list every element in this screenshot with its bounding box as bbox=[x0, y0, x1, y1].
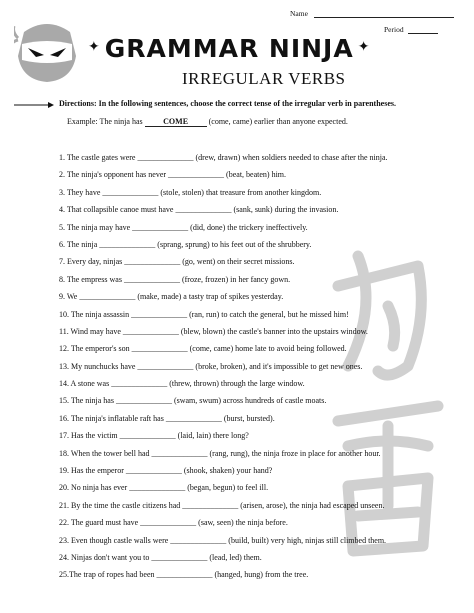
worksheet-subtitle: IRREGULAR VERBS bbox=[182, 69, 346, 88]
question-item[interactable]: 1. The castle gates were ______________ (drew, drawn) when soldiers needed to chase after the ninja. bbox=[59, 153, 388, 162]
question-item[interactable]: 10. The ninja assassin ______________ (ran, run) to catch the general, but he missed him! bbox=[59, 309, 349, 319]
question-item[interactable]: 19. Has the emperor ______________ (shook, shaken) your hand? bbox=[59, 466, 273, 476]
question-item[interactable]: 21. By the time the castle citizens had ______________ (arisen, arose), the ninja had escaped unseen. bbox=[59, 500, 385, 510]
title-text: GRAMMAR NINJA bbox=[104, 34, 354, 63]
question-item[interactable]: 17. Has the victim ______________ (laid, lain) there long? bbox=[59, 431, 249, 441]
name-field[interactable] bbox=[290, 9, 454, 18]
question-item[interactable]: 20. No ninja has ever ______________ (began, begun) to feel ill. bbox=[59, 483, 269, 493]
question-item[interactable]: 13. My nunchucks have ______________ (broke, broken), and it's impossible to get new ones. bbox=[59, 361, 363, 371]
star-left-icon: ✦ bbox=[88, 39, 101, 55]
question-item[interactable]: 6. The ninja ______________ (sprang, sprung) to his feet out of the shrubbery. bbox=[59, 239, 312, 249]
star-right-icon: ✦ bbox=[357, 39, 371, 55]
question-item[interactable]: 5. The ninja may have ______________ (did, done) the trickery ineffectively. bbox=[59, 222, 308, 232]
question-item[interactable]: 15. The ninja has ______________ (swam, swum) across hundreds of castle moats. bbox=[59, 396, 327, 406]
question-list bbox=[59, 152, 459, 587]
worksheet-title bbox=[84, 34, 454, 63]
question-item[interactable]: 7. Every day, ninjas ______________ (go, went) on their secret missions. bbox=[59, 257, 295, 267]
question-item[interactable]: 3. They have ______________ (stole, stolen) that treasure from another kingdom. bbox=[59, 187, 322, 197]
directions-text: Directions: In the following sentences, choose the correct tense of the irregular verb in parentheses. bbox=[59, 99, 396, 108]
question-item[interactable]: 22. The guard must have ______________ (saw, seen) the ninja before. bbox=[59, 518, 288, 528]
question-item[interactable]: 18. When the tower bell had ______________ (rang, rung), the ninja froze in place for another hour. bbox=[59, 448, 381, 458]
period-underline bbox=[408, 26, 438, 34]
ninja-head-icon bbox=[14, 22, 80, 84]
question-item[interactable]: 2. The ninja's opponent has never ______________ (beat, beaten) him. bbox=[59, 170, 287, 180]
question-item[interactable]: 25.The trap of ropes had been ______________ (hanged, hung) from the tree. bbox=[59, 570, 309, 580]
example-answer: COME bbox=[145, 117, 207, 127]
question-item[interactable]: 24. Ninjas don't want you to ______________ (lead, led) them. bbox=[59, 552, 262, 562]
question-item[interactable]: 16. The ninja's inflatable raft has ______________ (burst, bursted). bbox=[59, 413, 275, 423]
period-field[interactable] bbox=[384, 25, 438, 34]
name-underline bbox=[314, 10, 454, 18]
question-item[interactable]: 12. The emperor's son ______________ (come, came) home late to avoid being followed. bbox=[59, 344, 347, 354]
question-item[interactable]: 23. Even though castle walls were ______________ (build, built) very high, ninjas still climbed them. bbox=[59, 535, 387, 545]
example-prefix: Example: The ninja has bbox=[67, 117, 145, 126]
arrow-right-icon bbox=[14, 101, 54, 109]
question-item[interactable]: 9. We ______________ (make, made) a tasty trap of spikes yesterday. bbox=[59, 292, 284, 302]
example-sentence bbox=[67, 117, 348, 127]
period-label: Period bbox=[384, 25, 404, 34]
example-suffix: (come, came) earlier than anyone expected. bbox=[206, 117, 348, 126]
name-label: Name bbox=[290, 9, 308, 18]
question-item[interactable]: 8. The empress was ______________ (froze, frozen) in her fancy gown. bbox=[59, 274, 291, 284]
question-item[interactable]: 11. Wind may have ______________ (blew, blown) the castle's banner into the upstairs window. bbox=[59, 326, 368, 336]
question-item[interactable]: 4. That collapsible canoe must have ______________ (sank, sunk) during the invasion. bbox=[59, 205, 339, 215]
question-item[interactable]: 14. A stone was ______________ (threw, thrown) through the large window. bbox=[59, 379, 305, 389]
